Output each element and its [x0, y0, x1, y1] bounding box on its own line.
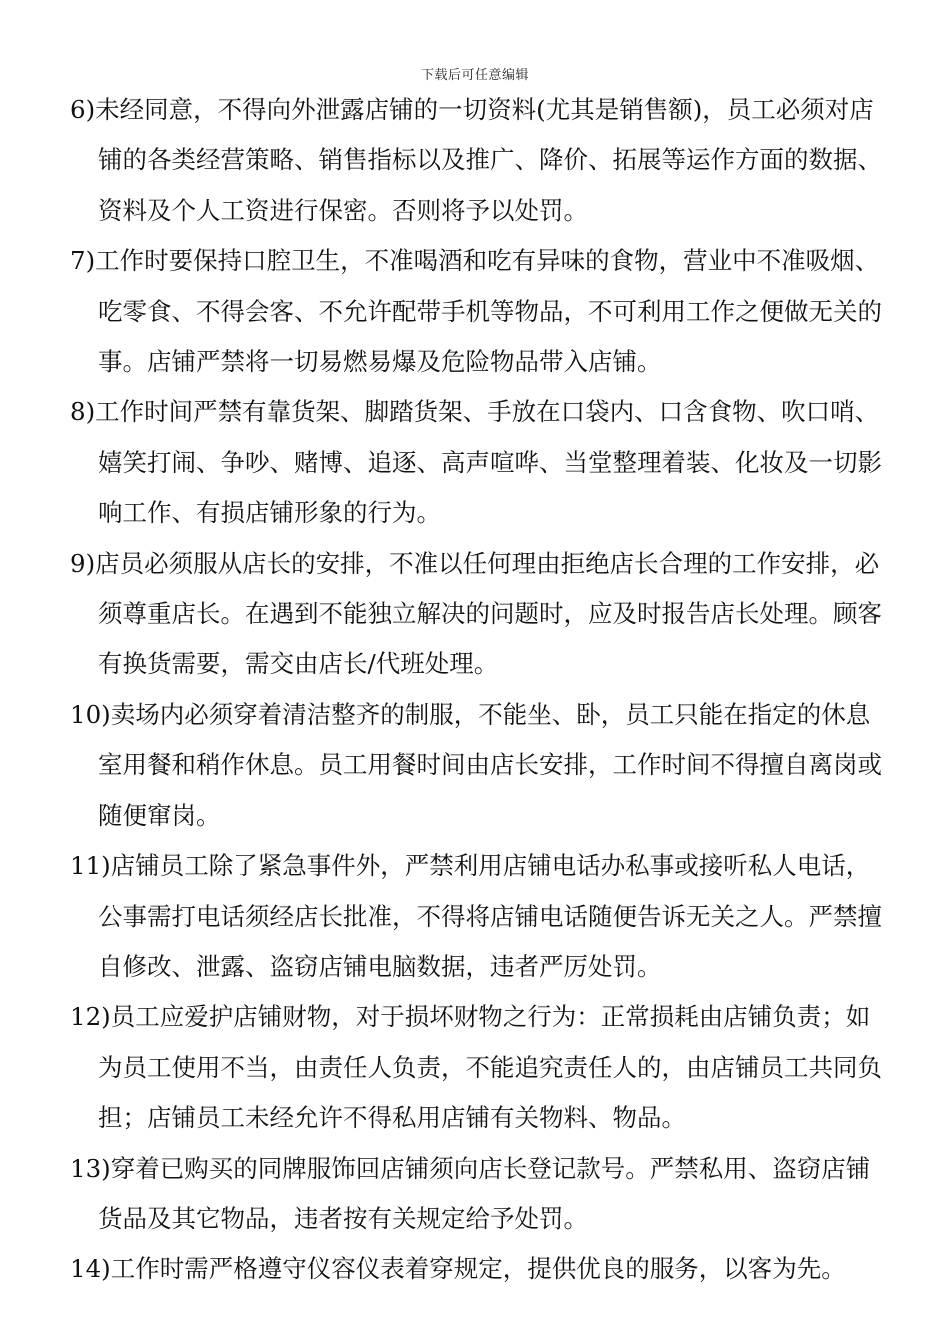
- rule-number: 12): [70, 1002, 111, 1032]
- rule-number: 14): [70, 1254, 111, 1284]
- rule-number: 9): [70, 548, 96, 578]
- rule-number: 7): [70, 246, 96, 276]
- rule-item-6: [70, 85, 892, 236]
- rule-text: 卖场内必须穿着清洁整齐的制服，不能坐、卧，员工只能在指定的休息室用餐和稍作休息。员工用餐时间由店长安排，工作时间不得擅自离岗或随便窜岗。: [98, 699, 882, 830]
- rule-number: 8): [70, 397, 96, 427]
- rules-list: [70, 85, 892, 1295]
- rule-item-14: [70, 1244, 892, 1294]
- rule-text: 未经同意，不得向外泄露店铺的一切资料(尤其是销售额)，员工必须对店铺的各类经营策略、销售指标以及推广、降价、拓展等运作方面的数据、资料及个人工资进行保密。否则将予以处罚。: [95, 95, 882, 225]
- rule-item-8: [70, 387, 892, 538]
- rule-text: 店员必须服从店长的安排，不准以任何理由拒绝店长合理的工作安排，必须尊重店长。在遇到不能独立解决的问题时，应及时报告店长处理。顾客有换货需要，需交由店长/代班处理。: [95, 548, 882, 679]
- rule-text: 店铺员工除了紧急事件外，严禁利用店铺电话办私事或接听私人电话，公事需打电话须经店长批准，不得将店铺电话随便告诉无关之人。严禁擅自修改、泄露、盗窃店铺电脑数据，违者严厉处罚。: [98, 851, 882, 981]
- rule-number: 6): [70, 95, 96, 124]
- rule-number: 10): [70, 699, 111, 729]
- rule-item-10: [70, 690, 892, 841]
- rule-item-13: [70, 1144, 892, 1245]
- rule-item-11: [70, 841, 892, 992]
- rule-text: 工作时间严禁有靠货架、脚踏货架、手放在口袋内、口含食物、吹口哨、嬉笑打闹、争吵、赌博、追逐、高声喧哗、当堂整理着装、化妆及一切影响工作、有损店铺形象的行为。: [95, 397, 882, 528]
- rule-number: 11): [70, 851, 111, 881]
- rule-number: 13): [70, 1153, 111, 1183]
- rule-item-12: [70, 992, 892, 1143]
- rule-text: 员工应爱护店铺财物，对于损坏财物之行为：正常损耗由店铺负责；如为员工使用不当，由责任人负责，不能追究责任人的，由店铺员工共同负担；店铺员工未经允许不得私用店铺有关物料、物品。: [98, 1002, 882, 1133]
- rule-item-9: [70, 539, 892, 690]
- header-note: 下载后可任意编辑: [420, 68, 529, 83]
- rule-text: 工作时需严格遵守仪容仪表着穿规定，提供优良的服务，以客为先。: [110, 1254, 846, 1284]
- rule-text: 穿着已购买的同牌服饰回店铺须向店长登记款号。严禁私用、盗窃店铺货品及其它物品，违者按有关规定给予处罚。: [98, 1153, 871, 1233]
- rule-text: 工作时要保持口腔卫生，不准喝酒和吃有异味的食物，营业中不准吸烟、吃零食、不得会客、不允许配带手机等物品，不可利用工作之便做无关的事。店铺严禁将一切易燃易爆及危险物品带入店铺。: [95, 246, 882, 377]
- rule-item-7: [70, 236, 892, 387]
